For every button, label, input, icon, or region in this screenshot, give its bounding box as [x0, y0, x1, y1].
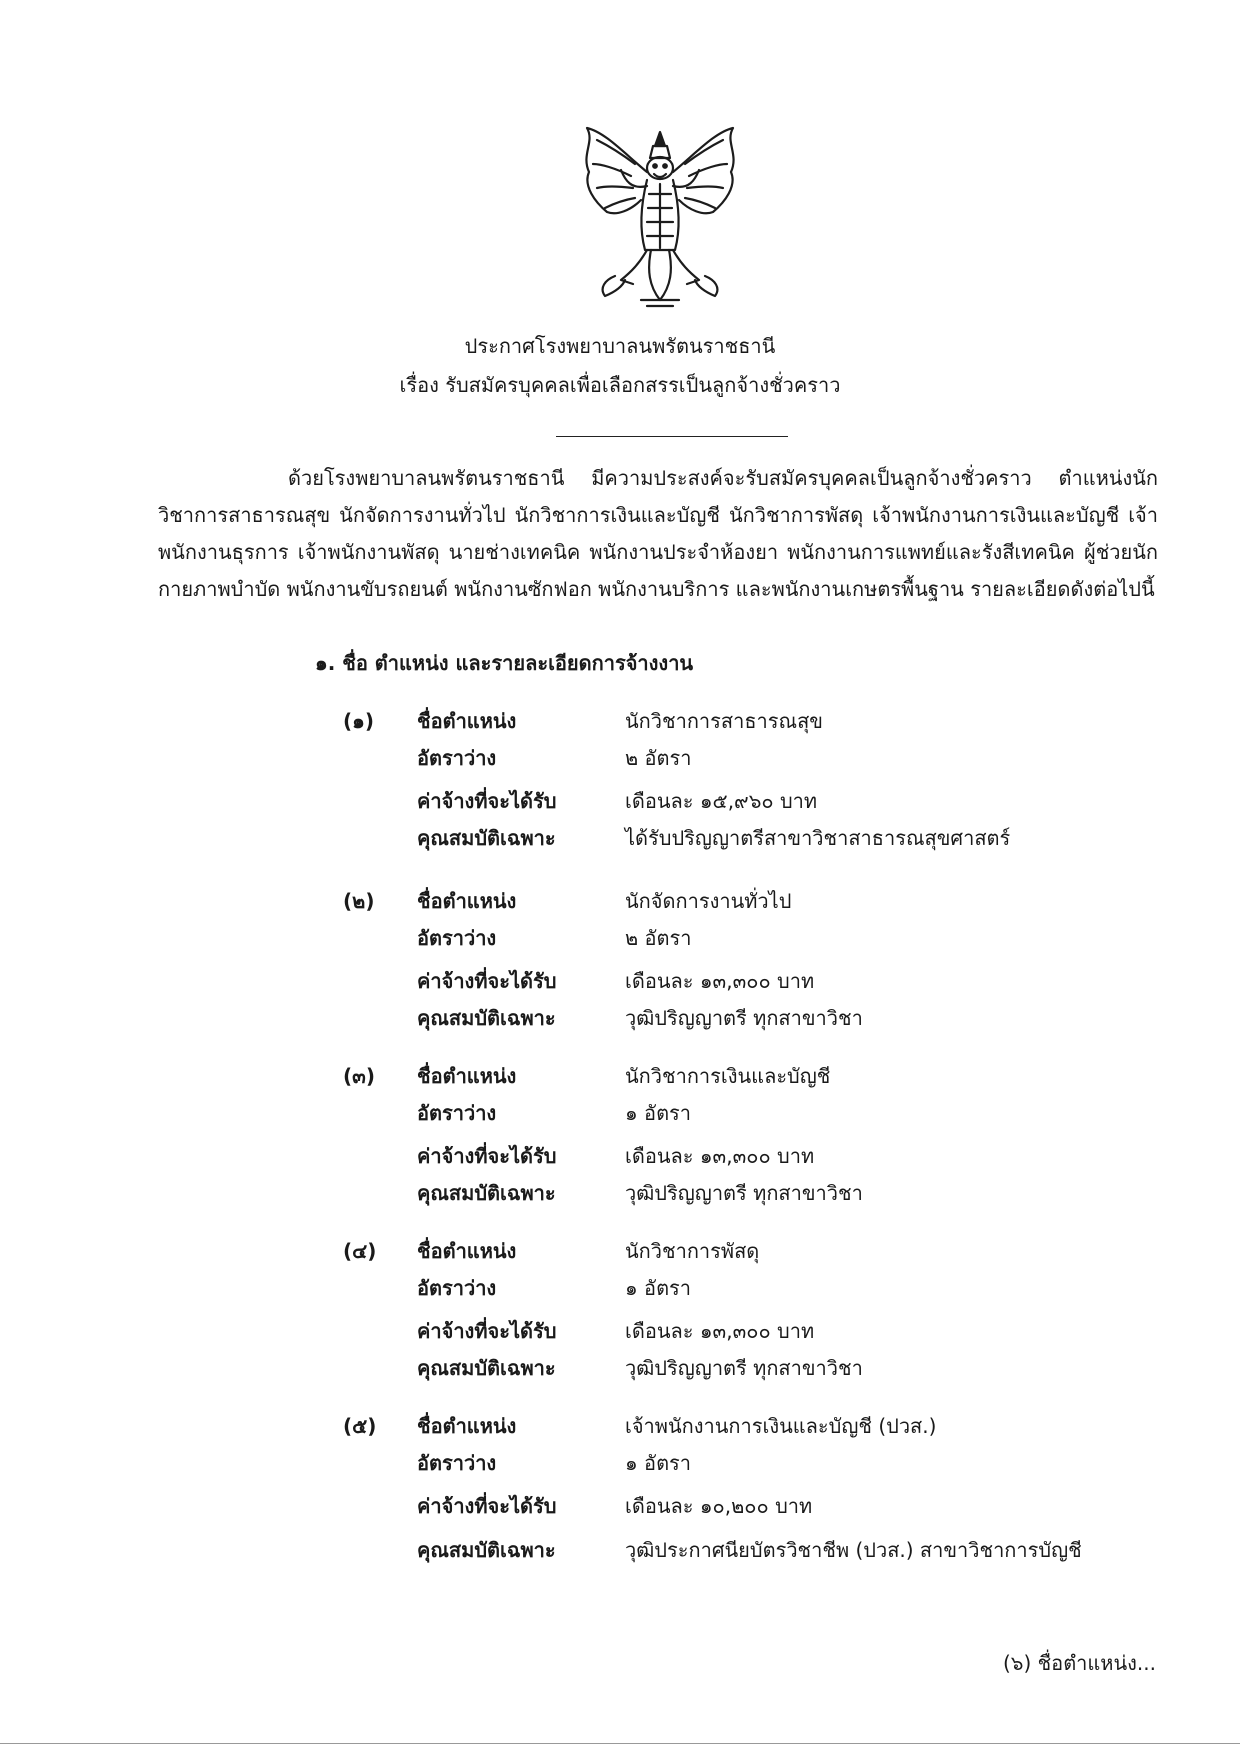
qualification-label: คุณสมบัติเฉพาะ	[417, 1356, 556, 1380]
vacancies-value: ๒ อัตรา	[625, 926, 692, 950]
position-number: (๓)	[343, 1064, 375, 1088]
vacancies-value: ๑ อัตรา	[625, 1276, 692, 1300]
qualification-label: คุณสมบัติเฉพาะ	[417, 826, 556, 850]
position-number: (๑)	[343, 709, 374, 733]
qualification-value: วุฒิปริญญาตรี ทุกสาขาวิชา	[625, 1006, 863, 1030]
position-value: นักจัดการงานทั่วไป	[625, 889, 792, 913]
salary-value: เดือนละ ๑๓,๓๐๐ บาท	[625, 1144, 815, 1168]
qualification-label: คุณสมบัติเฉพาะ	[417, 1006, 556, 1030]
section-heading: ๑. ชื่อ ตำแหน่ง และรายละเอียดการจ้างงาน	[315, 651, 694, 675]
announcement-subject: เรื่อง รับสมัครบุคคลเพื่อเลือกสรรเป็นลูกจ้างชั่วคราว	[399, 373, 841, 397]
vacancies-label: อัตราว่าง	[417, 1276, 497, 1300]
vacancies-label: อัตราว่าง	[417, 1451, 497, 1475]
vacancies-label: อัตราว่าง	[417, 746, 497, 770]
qualification-label: คุณสมบัติเฉพาะ	[417, 1538, 556, 1562]
salary-value: เดือนละ ๑๓,๓๐๐ บาท	[625, 969, 815, 993]
page-continuation: (๖) ชื่อตำแหน่ง...	[1002, 1651, 1156, 1675]
qualification-value: ได้รับปริญญาตรีสาขาวิชาสาธารณสุขศาสตร์	[625, 826, 1011, 850]
intro-paragraph: ด้วยโรงพยาบาลนพรัตนราชธานี มีความประสงค์จะรับสมัครบุคคลเป็นลูกจ้างชั่วคราว ตำแหน่งนักวิชาการสาธารณสุข นักจัดการงานทั่วไป นักวิชาการเงินและบัญชี นักวิชาการพัสดุ เจ้าพนักงานการเงินและบัญชี เจ้าพนักงานธุรการ เจ้าพนักงานพัสดุ นายช่างเทคนิค พนักงานประจำห้องยา พนักงานการแพทย์และรังสีเทคนิค ผู้ช่วยนักกายภาพบำบัด พนักงานขับรถยนต์ พนักงานซักฟอก พนักงานบริการ และพนักงานเกษตรพื้นฐาน รายละเอียดดังต่อไปนี้	[158, 466, 1158, 601]
qualification-value: วุฒิปริญญาตรี ทุกสาขาวิชา	[625, 1356, 863, 1380]
position-value: นักวิชาการพัสดุ	[625, 1239, 760, 1263]
qualification-label: คุณสมบัติเฉพาะ	[417, 1181, 556, 1205]
vacancies-label: อัตราว่าง	[417, 1101, 497, 1125]
announcement-title: ประกาศโรงพยาบาลนพรัตนราชธานี	[464, 334, 776, 358]
vacancies-value: ๒ อัตรา	[625, 746, 692, 770]
position-label: ชื่อตำแหน่ง	[417, 889, 517, 913]
salary-label: ค่าจ้างที่จะได้รับ	[417, 1319, 557, 1343]
salary-value: เดือนละ ๑๐,๒๐๐ บาท	[625, 1494, 813, 1518]
position-number: (๒)	[343, 889, 375, 913]
salary-value: เดือนละ ๑๓,๓๐๐ บาท	[625, 1319, 815, 1343]
salary-label: ค่าจ้างที่จะได้รับ	[417, 789, 557, 813]
position-label: ชื่อตำแหน่ง	[417, 1414, 517, 1438]
vacancies-value: ๑ อัตรา	[625, 1101, 692, 1125]
qualification-value: วุฒิปริญญาตรี ทุกสาขาวิชา	[625, 1181, 863, 1205]
position-label: ชื่อตำแหน่ง	[417, 709, 517, 733]
position-value: นักวิชาการสาธารณสุข	[625, 709, 823, 733]
position-label: ชื่อตำแหน่ง	[417, 1239, 517, 1263]
qualification-value: วุฒิประกาศนียบัตรวิชาชีพ (ปวส.) สาขาวิชาการบัญชี	[625, 1538, 1082, 1562]
position-value: เจ้าพนักงานการเงินและบัญชี (ปวส.)	[625, 1414, 937, 1438]
vacancies-label: อัตราว่าง	[417, 926, 497, 950]
page-bottom-edge	[0, 1743, 1240, 1744]
salary-label: ค่าจ้างที่จะได้รับ	[417, 1494, 557, 1518]
position-value: นักวิชาการเงินและบัญชี	[625, 1064, 831, 1088]
garuda-emblem-icon	[575, 124, 745, 314]
salary-value: เดือนละ ๑๕,๙๖๐ บาท	[625, 789, 818, 813]
vacancies-value: ๑ อัตรา	[625, 1451, 692, 1475]
position-label: ชื่อตำแหน่ง	[417, 1064, 517, 1088]
position-number: (๕)	[343, 1414, 377, 1438]
position-number: (๔)	[343, 1239, 377, 1263]
salary-label: ค่าจ้างที่จะได้รับ	[417, 1144, 557, 1168]
title-divider	[556, 436, 788, 437]
salary-label: ค่าจ้างที่จะได้รับ	[417, 969, 557, 993]
